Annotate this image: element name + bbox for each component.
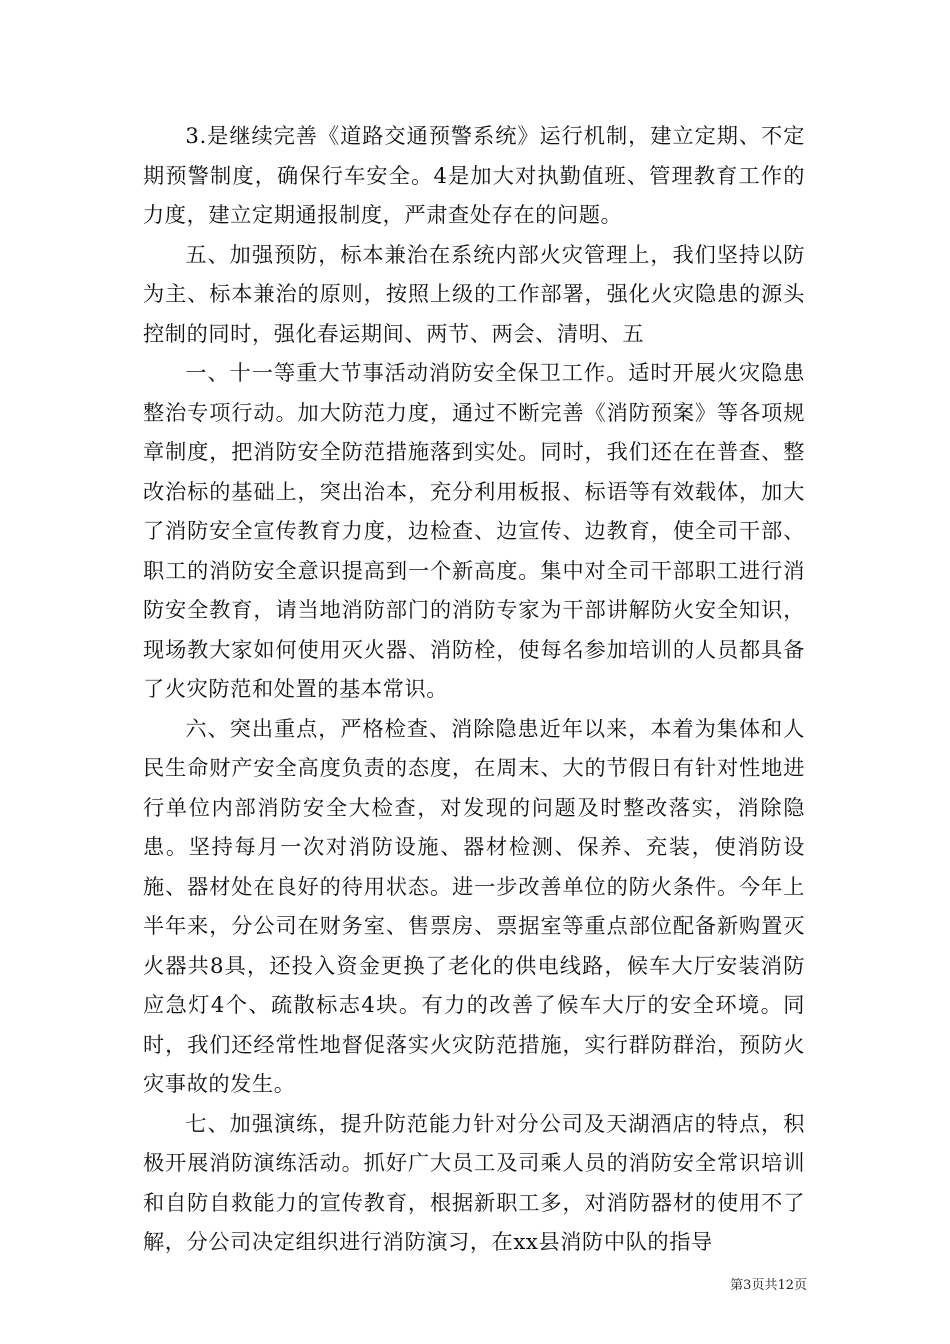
paragraph-holiday-fire-safety: 一、十一等重大节事活动消防安全保卫工作。适时开展火灾隐患整治专项行动。加大防范力度，通过不断完善《消防预案》等各项规章制度，把消防安全防范措施落到实处。同时，我们还在在普查、整改治标的基础上，突出治本，充分利用板报、标语等有效载体，加大了消防安全宣传教育力度，边检查、边宣传、边教育，使全司干部、职工的消防安全意识提高到一个新高度。集中对全司干部职工进行消防安全教育，请当地消防部门的消防专家为干部讲解防火安全知识，现场教大家如何使用灭火器、消防栓，使每名参加培训的人员都具备了火灾防范和处置的基本常识。 <box>143 360 805 701</box>
page-number-footer: 第3页共12页 <box>730 1278 807 1293</box>
paragraph-road-warning-system: 3.是继续完善《道路交通预警系统》运行机制，建立定期、不定期预警制度，确保行车安全。4是加大对执勤值班、管理教育工作的力度，建立定期通报制度，严肃查处存在的问题。 <box>143 123 805 227</box>
paragraph-inspection: 六、突出重点，严格检查、消除隐患近年以来，本着为集体和人民生命财产安全高度负责的态度，在周末、大的节假日有针对性地进行单位内部消防安全大检查，对发现的问题及时整改落实，消除隐患。坚持每月一次对消防设施、器材检测、保养、充装，使消防设施、器材处在良好的待用状态。进一步改善单位的防火条件。今年上半年来，分公司在财务室、售票房、票据室等重点部位配备新购置灭火器共8具，还投入资金更换了老化的供电线路，候车大厅安装消防应急灯4个、疏散标志4块。有力的改善了候车大厅的安全环境。同时，我们还经常性地督促落实火灾防范措施，实行群防群治，预防火灾事故的发生。 <box>143 715 805 1096</box>
paragraph-fire-prevention: 五、加强预防，标本兼治在系统内部火灾管理上，我们坚持以防为主、标本兼治的原则，按照上级的工作部署，强化火灾隐患的源头控制的同时，强化春运期间、两节、两会、清明、五 <box>143 241 805 346</box>
document-body <box>143 116 805 1262</box>
paragraph-drills: 七、加强演练，提升防范能力针对分公司及天湖酒店的特点，积极开展消防演练活动。抓好广大员工及司乘人员的消防安全常识培训和自防自救能力的宣传教育，根据新职工多，对消防器材的使用不了解，分公司决定组织进行消防演习，在xx县消防中队的指导 <box>143 1110 805 1254</box>
